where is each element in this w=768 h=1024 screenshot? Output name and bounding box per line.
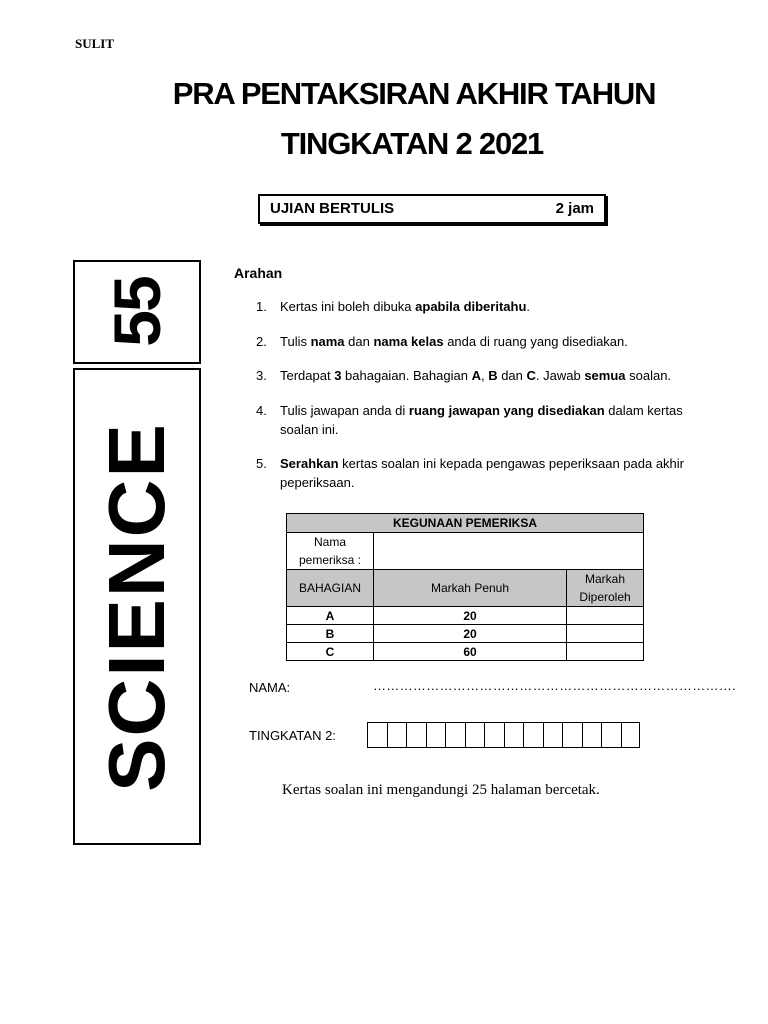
class-input-box[interactable] bbox=[406, 722, 426, 748]
paper-code-box bbox=[73, 260, 201, 364]
section-cell: C bbox=[287, 643, 374, 661]
instructions-list bbox=[256, 297, 696, 508]
instruction-text: apabila diberitahu bbox=[415, 299, 527, 314]
instruction-text: . Jawab bbox=[535, 368, 585, 383]
instruction-text: dan bbox=[497, 368, 527, 383]
column-header-section: BAHAGIAN bbox=[287, 570, 374, 607]
subject-name: SCIENCE bbox=[92, 421, 181, 792]
page-count-note: Kertas soalan ini mengandungi 25 halaman bercetak. bbox=[282, 782, 600, 798]
instruction-text: B bbox=[488, 368, 498, 383]
obtained-marks-cell[interactable] bbox=[567, 607, 644, 625]
column-header-full-marks: Markah Penuh bbox=[374, 570, 567, 607]
instruction-text: Kertas ini boleh dibuka bbox=[280, 299, 416, 314]
section-cell: B bbox=[287, 625, 374, 643]
instruction-number: 2. bbox=[256, 333, 267, 349]
instruction-number: 5. bbox=[256, 456, 267, 471]
class-input-box[interactable] bbox=[484, 722, 504, 748]
class-input-box[interactable] bbox=[621, 722, 641, 748]
instruction-number: 3. bbox=[256, 368, 267, 383]
class-input-box[interactable] bbox=[523, 722, 543, 748]
full-marks-cell: 60 bbox=[374, 643, 567, 661]
instruction-text: Serahkan bbox=[280, 456, 339, 471]
instruction-text: C bbox=[526, 368, 536, 383]
instruction-text: A bbox=[471, 368, 481, 383]
table-title: KEGUNAAN PEMERIKSA bbox=[287, 514, 644, 533]
paper-code: 55 bbox=[100, 277, 174, 347]
class-input-box[interactable] bbox=[562, 722, 582, 748]
class-label: TINGKATAN 2: bbox=[249, 728, 336, 743]
instruction-text: . bbox=[526, 299, 531, 314]
instruction-item bbox=[256, 297, 696, 316]
instruction-text: ruang jawapan yang disediakan bbox=[408, 402, 605, 418]
instruction-text: dalam kertas soalan ini. bbox=[280, 402, 683, 437]
examiner-marks-table bbox=[286, 513, 644, 661]
instruction-item bbox=[256, 401, 696, 439]
exam-info-box bbox=[258, 194, 606, 224]
exam-title-line-2: TINGKATAN 2 2021 bbox=[280, 126, 544, 161]
examiner-name-label: Nama pemeriksa : bbox=[287, 533, 374, 570]
table-row bbox=[287, 643, 644, 661]
class-input-boxes bbox=[367, 722, 640, 748]
instruction-text: , bbox=[480, 368, 489, 383]
section-cell: A bbox=[287, 607, 374, 625]
name-field[interactable]: ………………………………………………………………………. bbox=[373, 678, 737, 693]
instruction-item bbox=[256, 332, 696, 351]
obtained-marks-cell[interactable] bbox=[567, 625, 644, 643]
table-row bbox=[287, 607, 644, 625]
instructions-heading: Arahan bbox=[234, 265, 283, 281]
class-input-box[interactable] bbox=[543, 722, 563, 748]
examiner-name-field[interactable] bbox=[374, 533, 644, 570]
obtained-marks-cell[interactable] bbox=[567, 643, 644, 661]
instruction-text: Tulis bbox=[280, 333, 311, 349]
exam-duration: 2 jam bbox=[555, 200, 594, 217]
class-input-box[interactable] bbox=[426, 722, 446, 748]
class-input-box[interactable] bbox=[504, 722, 524, 748]
classification-label: SULIT bbox=[75, 36, 115, 51]
instruction-text: Terdapat bbox=[280, 368, 335, 383]
instruction-item bbox=[256, 454, 696, 492]
class-input-box[interactable] bbox=[601, 722, 621, 748]
instruction-text: nama kelas bbox=[373, 333, 444, 349]
full-marks-cell: 20 bbox=[374, 607, 567, 625]
instruction-item bbox=[256, 366, 696, 385]
instruction-text: nama bbox=[310, 333, 345, 349]
subject-box bbox=[73, 368, 201, 845]
class-input-box[interactable] bbox=[367, 722, 387, 748]
instruction-number: 4. bbox=[256, 402, 267, 418]
exam-type: UJIAN BERTULIS bbox=[270, 200, 395, 217]
class-input-box[interactable] bbox=[445, 722, 465, 748]
full-marks-cell: 20 bbox=[374, 625, 567, 643]
name-label: NAMA: bbox=[249, 680, 291, 695]
column-header-obtained-marks: Markah Diperoleh bbox=[567, 570, 644, 607]
instruction-text: kertas soalan ini kepada pengawas peperiksaan pada akhir peperiksaan. bbox=[280, 456, 684, 490]
instruction-text: dan bbox=[344, 333, 374, 349]
instruction-number: 1. bbox=[256, 299, 267, 314]
class-input-box[interactable] bbox=[387, 722, 407, 748]
instruction-text: 3 bbox=[334, 368, 342, 383]
instruction-text: anda di ruang yang disediakan. bbox=[443, 333, 628, 349]
exam-title-line-1: PRA PENTAKSIRAN AKHIR TAHUN bbox=[172, 76, 656, 111]
table-row bbox=[287, 625, 644, 643]
instruction-text: soalan. bbox=[625, 368, 672, 383]
instruction-text: bahagaian. Bahagian bbox=[341, 368, 472, 383]
instruction-text: Tulis jawapan anda di bbox=[280, 402, 409, 418]
class-input-box[interactable] bbox=[465, 722, 485, 748]
class-input-box[interactable] bbox=[582, 722, 602, 748]
instruction-text: semua bbox=[584, 368, 626, 383]
